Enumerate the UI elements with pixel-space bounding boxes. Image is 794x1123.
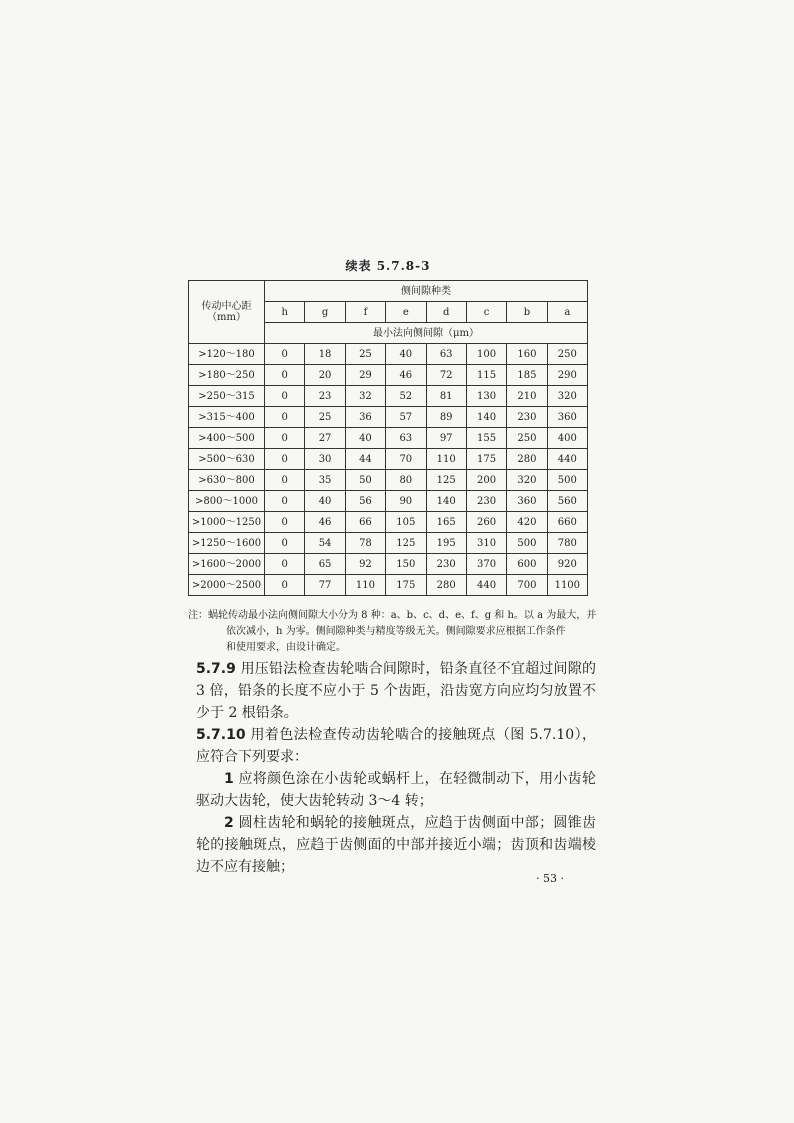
range-cell: >180～250 [189, 365, 265, 386]
value-cell: 57 [386, 407, 426, 428]
value-cell: 46 [386, 365, 426, 386]
value-cell: 110 [426, 449, 466, 470]
item-number: 1 [224, 771, 234, 787]
clause-text: 用着色法检查传动齿轮啮合的接触斑点（图 5.7.10），应符合下列要求： [196, 727, 596, 765]
value-cell: 63 [426, 344, 466, 365]
value-cell: 290 [547, 365, 587, 386]
item-2 [196, 812, 596, 878]
value-cell: 56 [345, 491, 385, 512]
value-cell: 600 [507, 554, 547, 575]
row-header-cell [189, 281, 265, 344]
table-row [189, 386, 588, 407]
value-cell: 140 [426, 491, 466, 512]
range-cell: >1000～1250 [189, 512, 265, 533]
value-cell: 280 [507, 449, 547, 470]
value-cell: 140 [466, 407, 506, 428]
table-row [189, 575, 588, 596]
value-cell: 110 [345, 575, 385, 596]
clause-number: 5.7.9 [196, 661, 236, 677]
range-cell: >630～800 [189, 470, 265, 491]
range-cell: >500～630 [189, 449, 265, 470]
value-cell: 23 [305, 386, 345, 407]
value-cell: 185 [507, 365, 547, 386]
column-header: g [305, 302, 345, 323]
value-cell: 0 [265, 470, 305, 491]
value-cell: 100 [466, 344, 506, 365]
value-cell: 0 [265, 491, 305, 512]
row-header-line2: （mm） [207, 312, 246, 323]
value-cell: 560 [547, 491, 587, 512]
range-cell: >800～1000 [189, 491, 265, 512]
value-cell: 30 [305, 449, 345, 470]
item-text: 应将颜色涂在小齿轮或蜗杆上，在轻微制动下，用小齿轮驱动大齿轮，使大齿轮转动 3～4 转； [196, 771, 596, 809]
column-header: c [466, 302, 506, 323]
table-note [188, 608, 598, 656]
table-row [189, 365, 588, 386]
value-cell: 0 [265, 554, 305, 575]
value-cell: 920 [547, 554, 587, 575]
table-row [189, 554, 588, 575]
clause-text: 用压铅法检查齿轮啮合间隙时，铅条直径不宜超过间隙的 3 倍，铅条的长度不应小于 5 个齿距，沿齿宽方向应均匀放置不少于 2 根铅条。 [196, 661, 597, 721]
value-cell: 230 [507, 407, 547, 428]
value-cell: 40 [386, 344, 426, 365]
value-cell: 46 [305, 512, 345, 533]
value-cell: 78 [345, 533, 385, 554]
table-row [189, 407, 588, 428]
table-caption: 续表 5.7.8-3 [345, 259, 431, 273]
column-header: f [345, 302, 385, 323]
range-cell: >2000～2500 [189, 575, 265, 596]
value-cell: 660 [547, 512, 587, 533]
value-cell: 36 [345, 407, 385, 428]
body-text [196, 658, 596, 878]
value-cell: 440 [547, 449, 587, 470]
value-cell: 81 [426, 386, 466, 407]
table-row [189, 512, 588, 533]
value-cell: 90 [386, 491, 426, 512]
value-cell: 72 [426, 365, 466, 386]
value-cell: 0 [265, 428, 305, 449]
value-cell: 0 [265, 407, 305, 428]
note-line: 依次减小，h 为零。侧间隙种类与精度等级无关。侧间隙要求应根据工作条件 [226, 626, 566, 637]
value-cell: 500 [547, 470, 587, 491]
table-row [189, 470, 588, 491]
value-cell: 97 [426, 428, 466, 449]
group-header: 侧间隙种类 [265, 281, 588, 302]
value-cell: 0 [265, 575, 305, 596]
value-cell: 370 [466, 554, 506, 575]
value-cell: 80 [386, 470, 426, 491]
range-cell: >1250～1600 [189, 533, 265, 554]
note-line: 和使用要求，由设计确定。 [226, 642, 346, 653]
value-cell: 66 [345, 512, 385, 533]
clause-number: 5.7.10 [196, 727, 246, 743]
value-cell: 44 [345, 449, 385, 470]
value-cell: 0 [265, 386, 305, 407]
value-cell: 77 [305, 575, 345, 596]
value-cell: 165 [426, 512, 466, 533]
value-cell: 420 [507, 512, 547, 533]
value-cell: 125 [426, 470, 466, 491]
value-cell: 130 [466, 386, 506, 407]
value-cell: 230 [466, 491, 506, 512]
value-cell: 320 [507, 470, 547, 491]
value-cell: 320 [547, 386, 587, 407]
row-header-line1: 传动中心距 [201, 301, 252, 312]
clause-5-7-9 [196, 658, 596, 724]
value-cell: 150 [386, 554, 426, 575]
value-cell: 700 [507, 575, 547, 596]
value-cell: 400 [547, 428, 587, 449]
value-cell: 0 [265, 344, 305, 365]
value-cell: 175 [386, 575, 426, 596]
value-cell: 40 [345, 428, 385, 449]
value-cell: 360 [507, 491, 547, 512]
value-cell: 200 [466, 470, 506, 491]
value-cell: 175 [466, 449, 506, 470]
column-header: h [265, 302, 305, 323]
clause-5-7-10 [196, 724, 596, 768]
range-cell: >120～180 [189, 344, 265, 365]
value-cell: 780 [547, 533, 587, 554]
item-text: 圆柱齿轮和蜗轮的接触斑点，应趋于齿侧面中部；圆锥齿轮的接触斑点，应趋于齿侧面的中部并接近小端；齿顶和齿端棱边不应有接触； [196, 815, 596, 875]
clearance-table [188, 280, 588, 596]
page-number: · 53 · [536, 872, 564, 885]
value-cell: 0 [265, 449, 305, 470]
value-cell: 32 [345, 386, 385, 407]
value-cell: 230 [426, 554, 466, 575]
table-row [189, 344, 588, 365]
value-cell: 40 [305, 491, 345, 512]
value-cell: 18 [305, 344, 345, 365]
value-cell: 105 [386, 512, 426, 533]
value-cell: 20 [305, 365, 345, 386]
value-cell: 89 [426, 407, 466, 428]
value-cell: 25 [305, 407, 345, 428]
value-cell: 50 [345, 470, 385, 491]
value-cell: 70 [386, 449, 426, 470]
table-body [189, 344, 588, 596]
value-cell: 1100 [547, 575, 587, 596]
value-cell: 0 [265, 365, 305, 386]
value-cell: 27 [305, 428, 345, 449]
table-row [189, 491, 588, 512]
value-cell: 250 [547, 344, 587, 365]
value-cell: 0 [265, 512, 305, 533]
value-cell: 115 [466, 365, 506, 386]
value-cell: 92 [345, 554, 385, 575]
column-header: b [507, 302, 547, 323]
item-1 [196, 768, 596, 812]
value-cell: 155 [466, 428, 506, 449]
value-cell: 195 [426, 533, 466, 554]
value-cell: 52 [386, 386, 426, 407]
range-cell: >250～315 [189, 386, 265, 407]
value-cell: 65 [305, 554, 345, 575]
value-cell: 310 [466, 533, 506, 554]
value-cell: 500 [507, 533, 547, 554]
value-cell: 25 [345, 344, 385, 365]
value-cell: 360 [547, 407, 587, 428]
value-cell: 250 [507, 428, 547, 449]
table-row [189, 449, 588, 470]
value-cell: 440 [466, 575, 506, 596]
value-cell: 160 [507, 344, 547, 365]
range-cell: >315～400 [189, 407, 265, 428]
column-header: a [547, 302, 587, 323]
value-cell: 54 [305, 533, 345, 554]
note-line: 注：蜗轮传动最小法向侧间隙大小分为 8 种：a、b、c、d、e、f、g 和 h。以 a 为最大，并 [188, 610, 597, 621]
value-cell: 29 [345, 365, 385, 386]
range-cell: >400～500 [189, 428, 265, 449]
column-header: d [426, 302, 466, 323]
value-cell: 125 [386, 533, 426, 554]
value-cell: 63 [386, 428, 426, 449]
range-cell: >1600～2000 [189, 554, 265, 575]
table-row [189, 533, 588, 554]
value-cell: 210 [507, 386, 547, 407]
column-header: e [386, 302, 426, 323]
value-cell: 280 [426, 575, 466, 596]
item-number: 2 [224, 815, 234, 831]
value-cell: 260 [466, 512, 506, 533]
unit-header: 最小法向侧间隙（μm） [265, 323, 588, 344]
value-cell: 35 [305, 470, 345, 491]
value-cell: 0 [265, 533, 305, 554]
table-row [189, 428, 588, 449]
